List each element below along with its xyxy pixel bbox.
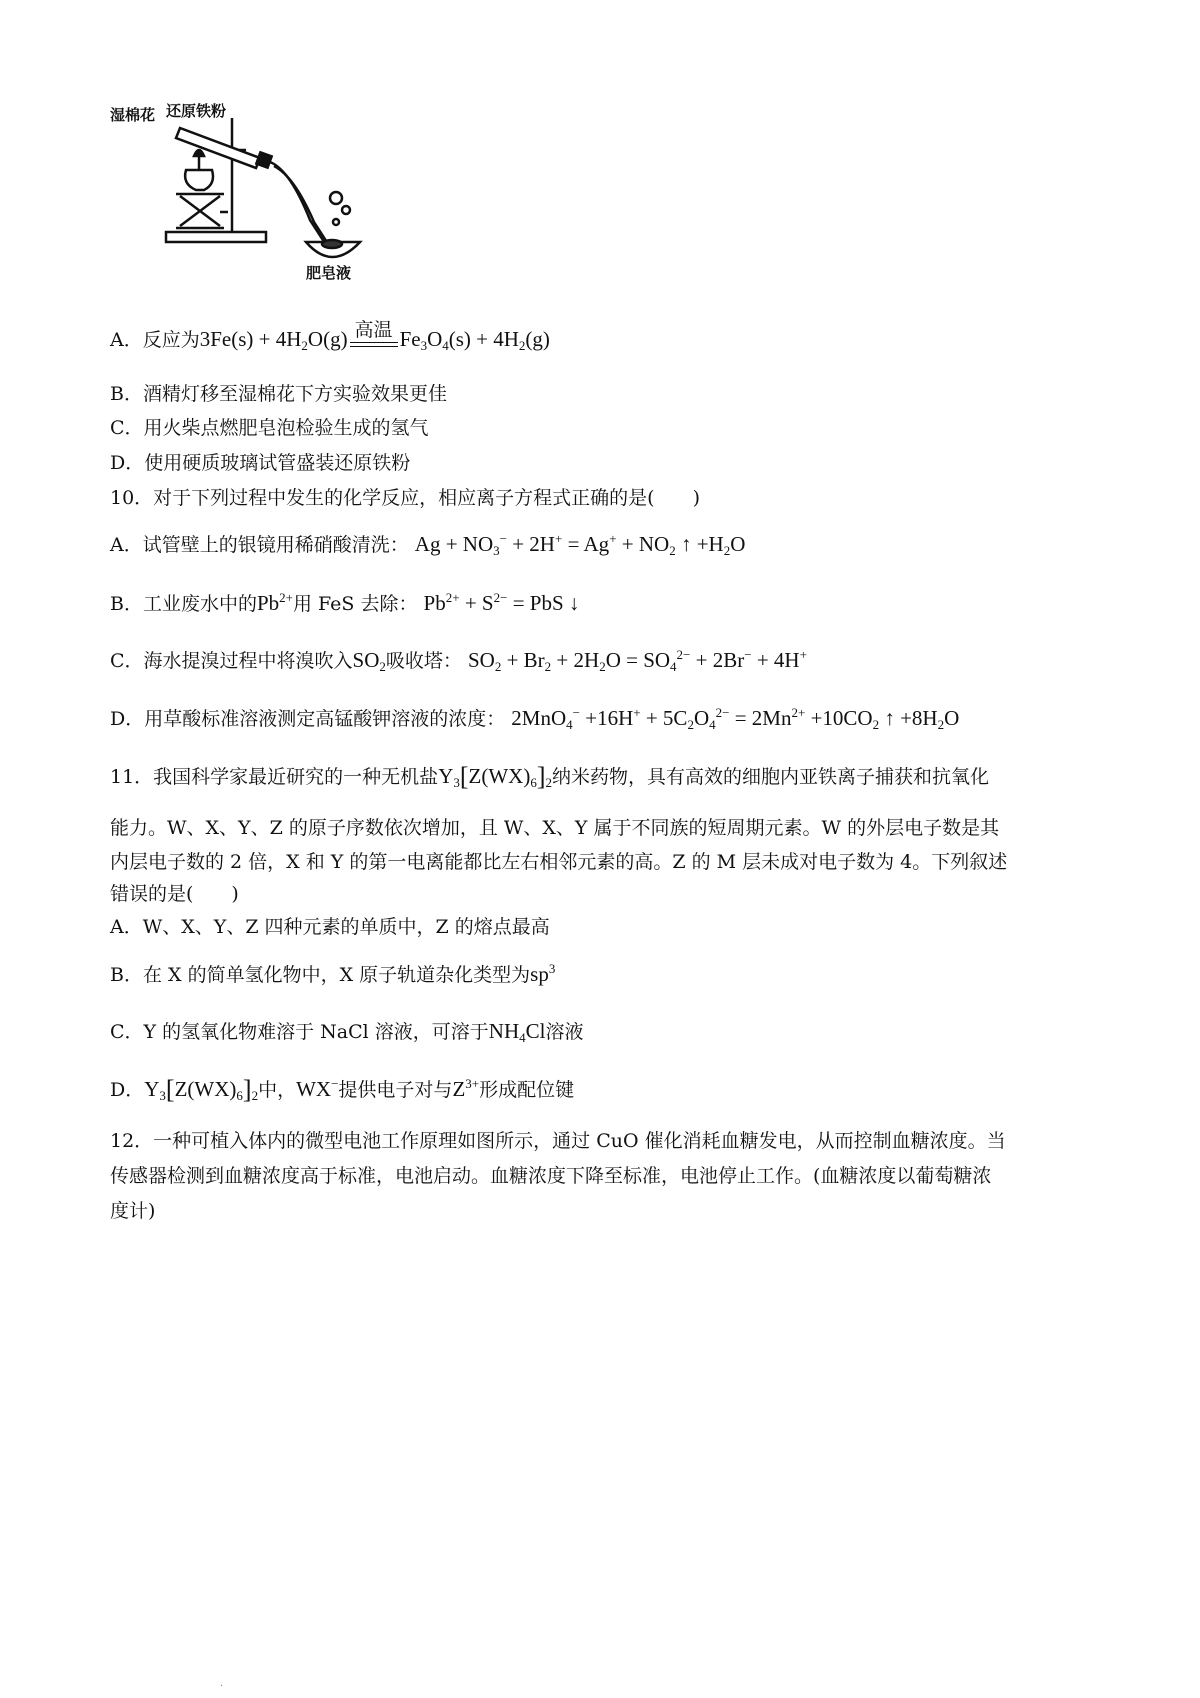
q11-option-a: A．W、X、Y、Z 四种元素的单质中，Z 的熔点最高 — [110, 916, 550, 938]
q11-option-d-prefix: D． — [110, 1079, 145, 1101]
soap-solution-label: 肥皂液 — [306, 264, 352, 282]
q10-option-c — [110, 648, 807, 673]
q10-option-d-text: D．用草酸标准溶液测定高锰酸钾溶液的浓度： — [110, 708, 506, 730]
q10-stem: 10．对于下列过程中发生的化学反应，相应离子方程式正确的是( ) — [110, 487, 701, 509]
q11-option-b — [110, 962, 555, 987]
q11-stem-line4: 错误的是( ) — [110, 883, 239, 905]
eq-left: 3Fe(s) + 4H — [199, 327, 302, 351]
q12-line1: 12．一种可植入体内的微型电池工作原理如图所示，通过 CuO 催化消耗血糖发电，从而控制血糖浓度。当 — [110, 1130, 1006, 1152]
q11-option-d-formula: $Y_3[Z(WX)_6]_2$ — [144, 1075, 259, 1104]
q10-option-b-text2: 用 FeS 去除： — [293, 593, 418, 615]
q11-stem-line1 — [110, 764, 989, 789]
q9-option-d: D．使用硬质玻璃试管盛装还原铁粉 — [110, 452, 411, 474]
q10-option-c-text2: 吸收塔： — [385, 650, 462, 672]
q11-option-d — [110, 1077, 574, 1102]
q11-option-d-ion: WX− — [296, 1076, 339, 1101]
eq-right-1: Fe — [399, 327, 421, 351]
q10-option-c-so2: $SO_2$ — [352, 648, 386, 674]
q9-option-b: B．酒精灯移至湿棉花下方实验效果更佳 — [110, 383, 447, 405]
q10-option-a-text: A．试管壁上的银镜用稀硝酸清洗： — [110, 534, 409, 556]
q11-stem-prefix: 11．我国科学家最近研究的一种无机盐 — [110, 766, 439, 788]
q11-option-c — [110, 1019, 583, 1044]
q10-option-d-equation: $2MnO_4^- +16H^+ + 5C_2O_4^{2-} = 2Mn^{2+} +10CO_2$ ↑ $+8H_2O$ — [511, 705, 960, 732]
eq-right-4: (g) — [525, 327, 550, 351]
reaction-condition — [350, 320, 398, 347]
q10-option-b — [110, 591, 579, 616]
q12-line2: 传感器检测到血糖浓度高于标准，电池启动。血糖浓度下降至标准，电池停止工作。(血糖浓度以葡萄糖浓 — [110, 1165, 992, 1187]
q11-stem-line2: 能力。W、X、Y、Z 的原子序数依次增加，且 W、X、Y 属于不同族的短周期元素。W 的外层电子数是其 — [110, 817, 1000, 839]
q11-option-d-suffix: 形成配位键 — [479, 1079, 575, 1101]
q9-option-a-prefix: A．反应为 — [110, 329, 200, 351]
q11-option-c-nh4cl: $NH_4Cl$ — [488, 1019, 546, 1045]
footer-mark: · — [220, 1681, 224, 1692]
condition-text: 高温 — [354, 320, 393, 341]
eq-mid: O(g) — [307, 327, 348, 351]
q10-option-a-equation: $Ag + NO_3^- + 2H^+ = Ag^+ + NO_2$ ↑ $+H_2O$ — [414, 531, 746, 558]
q11-option-c-text: C．Y 的氢氧化物难溶于 NaCl 溶液，可溶于 — [110, 1021, 489, 1043]
eq-right-2: O — [427, 327, 443, 351]
iron-powder-label: 还原铁粉 — [166, 102, 227, 120]
q9-option-a — [110, 320, 550, 352]
apparatus-drawing — [110, 100, 390, 300]
q10-option-b-equation: $Pb^{2+} + S^{2-}$ = PbS ↓ — [423, 590, 580, 615]
q11-option-b-sp3: $sp^3$ — [530, 961, 556, 986]
q11-option-c-text2: 溶液 — [545, 1021, 584, 1043]
q11-option-b-text: B．在 X 的简单氢化物中，X 原子轨道杂化类型为 — [110, 964, 531, 986]
q12-line3: 度计) — [110, 1200, 156, 1222]
q10-option-b-text: B．工业废水中的 — [110, 593, 257, 615]
q10-option-c-equation: $SO_2 + Br_2 + 2H_2O = SO_4^{2-} + 2Br^- + 4H^+$ — [467, 647, 807, 674]
q10-option-d — [110, 706, 959, 731]
q9-option-a-equation: $3Fe(s) + 4H_2O(g)$ 高温 $Fe_3O_4(s) + 4H_2(g)$ — [199, 320, 550, 353]
q11-option-d-z3: $Z^{3+}$ — [452, 1076, 480, 1101]
q9-option-c: C．用火柴点燃肥皂泡检验生成的氢气 — [110, 417, 429, 439]
q11-formula: $Y_3[Z(WX)_6]_2$ — [438, 762, 553, 791]
q11-option-d-mid: 中， — [258, 1079, 297, 1101]
q11-stem-suffix: 纳米药物，具有高效的细胞内亚铁离子捕获和抗氧化 — [552, 766, 990, 788]
apparatus-figure — [110, 100, 390, 300]
eq-right-3: (s) + 4H — [448, 327, 519, 351]
q11-option-d-mid2: 提供电子对与 — [338, 1079, 453, 1101]
q11-stem-line3: 内层电子数的 2 倍，X 和 Y 的第一电离能都比左右相邻元素的高。Z 的 M 层未成对电子数为 4。下列叙述 — [110, 851, 1008, 873]
q10-option-a — [110, 532, 745, 557]
q10-option-c-text: C．海水提溴过程中将溴吹入 — [110, 650, 353, 672]
wet-cotton-label: 湿棉花 — [110, 106, 156, 124]
q10-option-b-ion: $Pb^{2+}$ — [256, 590, 293, 615]
